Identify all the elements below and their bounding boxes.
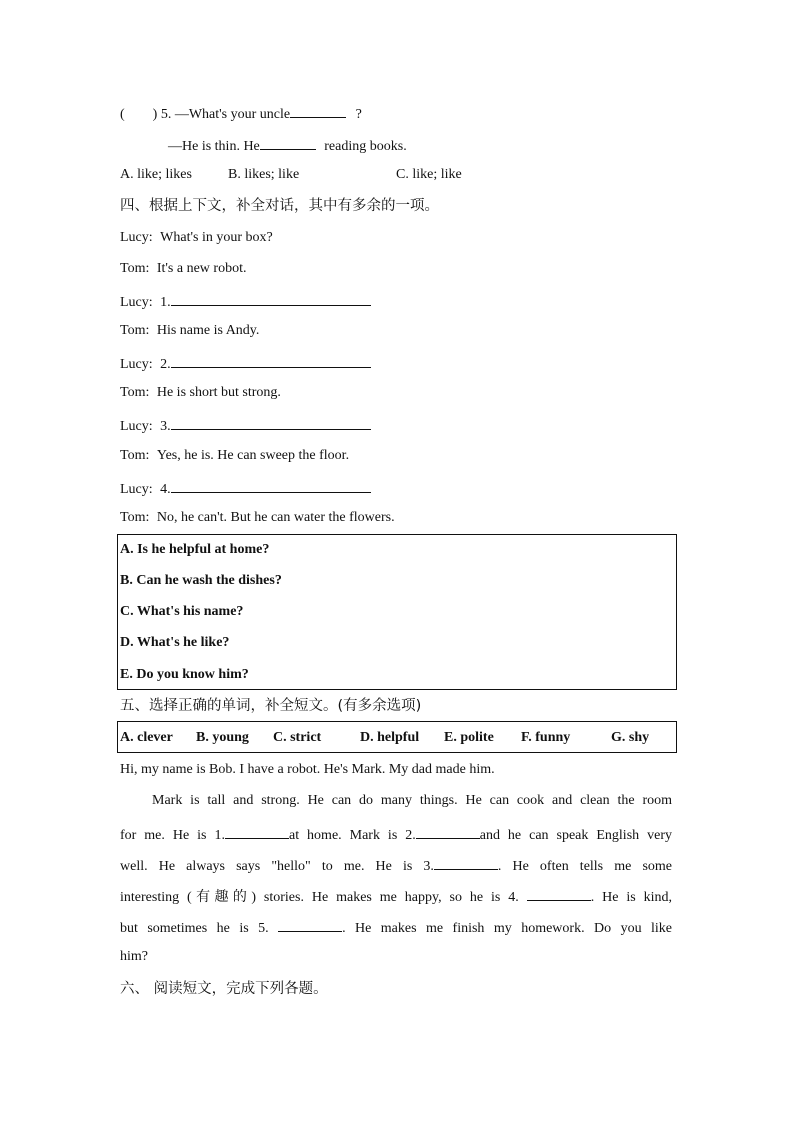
passage-blank-5[interactable]	[278, 917, 342, 932]
q5-blank-2[interactable]	[260, 135, 316, 150]
dialogue-blank-4[interactable]	[171, 478, 371, 493]
word-option: F. funny	[521, 730, 571, 745]
option-a: A. Is he helpful at home?	[120, 542, 270, 557]
word-option: D. helpful	[360, 730, 420, 745]
passage-line-1: Mark is tall and strong. He can do many things. He can cook and clean the room	[152, 793, 672, 808]
dialogue-blank-1[interactable]	[171, 291, 371, 306]
q5-choice-c: C. like; like	[396, 167, 462, 182]
option-b: B. Can he wash the dishes?	[120, 573, 282, 588]
dialogue-blank-3[interactable]	[171, 415, 371, 430]
dialogue-line: Tom: No, he can't. But he can water the flowers.	[120, 510, 395, 525]
q5-choice-a: A. like; likes	[120, 167, 192, 182]
word-option: G. shy	[611, 730, 650, 745]
q5-choice-b: B. likes; like	[228, 167, 300, 182]
passage-blank-1[interactable]	[225, 824, 289, 839]
dialogue-line: Lucy: 3.	[120, 415, 371, 436]
dialogue-line: Tom: Yes, he is. He can sweep the floor.	[120, 448, 350, 463]
passage-line-4: interesting (有趣的) stories. He makes me happy, so he is 4. . He is kind,	[120, 886, 672, 907]
passage-intro: Hi, my name is Bob. I have a robot. He's Mark. My dad made him.	[120, 762, 495, 777]
dialogue-line: Lucy: 2.	[120, 353, 371, 374]
passage-blank-2[interactable]	[416, 824, 480, 839]
passage-line-3: well. He always says "hello" to me. He is 3. . He often tells me some	[120, 855, 672, 876]
dialogue-line: Lucy: 4.	[120, 478, 371, 499]
q5-question: ( ) 5. —What's your uncle ?	[120, 103, 362, 124]
word-option: A. clever	[120, 730, 173, 745]
option-d: D. What's he like?	[120, 635, 230, 650]
passage-line-6: him?	[120, 949, 148, 964]
dialogue-line: Tom: His name is Andy.	[120, 323, 260, 338]
q5-answer-line: —He is thin. He reading books.	[168, 135, 407, 156]
option-e: E. Do you know him?	[120, 667, 249, 682]
dialogue-line: Lucy: 1.	[120, 291, 371, 312]
dialogue-blank-2[interactable]	[171, 353, 371, 368]
section6-heading: 六、 阅读短文，完成下列各题。	[120, 981, 328, 997]
word-option: B. young	[196, 730, 249, 745]
dialogue-line: Lucy: What's in your box?	[120, 230, 273, 245]
passage-line-2: for me. He is 1. at home. Mark is 2. and he can speak English very	[120, 824, 672, 845]
dialogue-line: Tom: It's a new robot.	[120, 261, 247, 276]
word-option: C. strict	[273, 730, 322, 745]
section5-heading: 五、选择正确的单词，补全短文。(有多余选项)	[120, 698, 422, 714]
q5-answer-parens[interactable]: ( ) 5.	[120, 107, 172, 122]
q5-blank-1[interactable]	[290, 103, 346, 118]
passage-blank-3[interactable]	[434, 855, 498, 870]
word-option: E. polite	[444, 730, 494, 745]
dialogue-line: Tom: He is short but strong.	[120, 385, 281, 400]
passage-blank-4[interactable]	[527, 886, 591, 901]
option-c: C. What's his name?	[120, 604, 244, 619]
passage-line-5: but sometimes he is 5. . He makes me finish my homework. Do you like	[120, 917, 672, 938]
section4-heading: 四、根据上下文，补全对话，其中有多余的一项。	[120, 198, 439, 214]
